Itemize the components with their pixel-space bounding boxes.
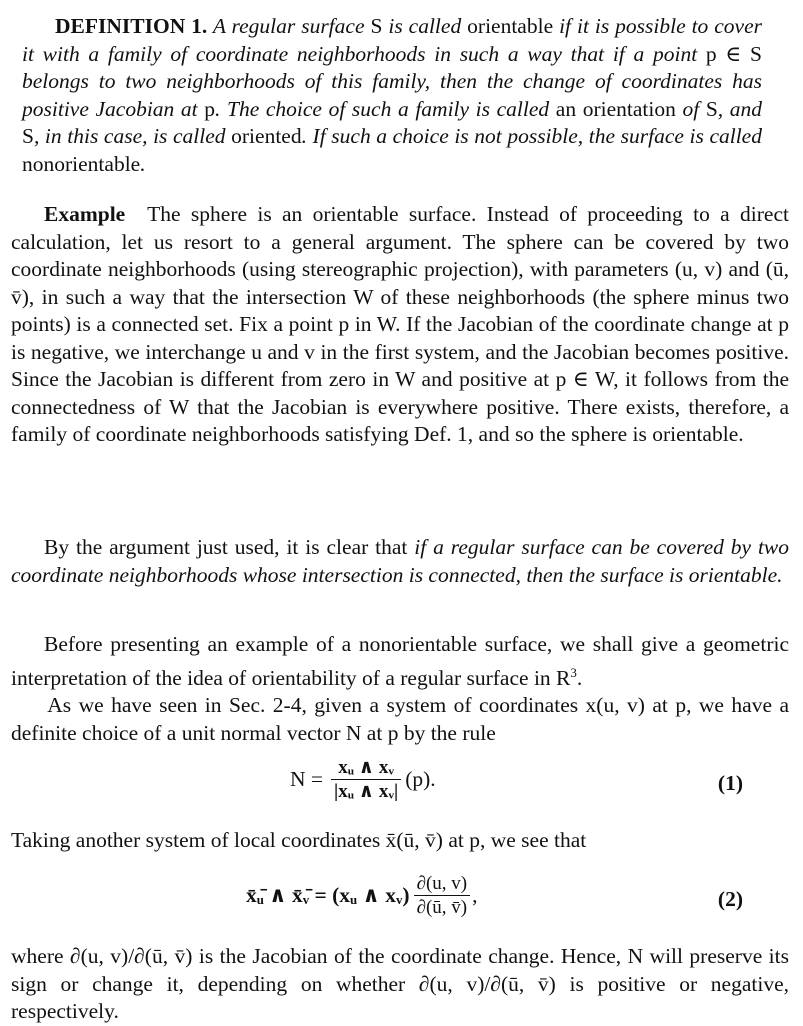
conclusion-text: where ∂(u, v)/∂(ū, v̄) is the Jacobian of the coordinate change. Hence, N will preserve its sign or change it, depending on whether ∂(u, v)/∂(ū, v̄) is positive or negative, respectively. xyxy=(11,944,789,1023)
argument-paragraph xyxy=(11,534,789,589)
intro-text-1: Before presenting an example of a nonorientable surface, we shall give a geometric interpretation of the idea of orientability of a regular surface in R xyxy=(11,632,789,690)
equation-1 xyxy=(0,750,803,820)
intro-text-2: As we have seen in Sec. 2-4, given a system of coordinates x(u, v) at p, we have a definite choice of a unit normal vector N at p by the rule xyxy=(11,693,789,745)
eq1-denominator: |xᵤ ∧ xᵥ| xyxy=(331,779,401,803)
definition-label: DEFINITION 1. xyxy=(55,14,208,38)
eq1-lhs: N = xyxy=(290,766,324,791)
equation-2-number: (2) xyxy=(717,887,743,911)
def-term-orientable: orientable xyxy=(467,14,554,38)
def-text-14: S xyxy=(22,124,34,148)
equation-2 xyxy=(0,866,803,936)
eq2-rhs: , xyxy=(472,882,478,907)
def-text-12: S xyxy=(705,96,718,121)
taking-text: Taking another system of local coordinates x̄(ū, v̄) at p, we see that xyxy=(11,828,587,852)
example-label: Example xyxy=(44,202,126,226)
def-text-9: . The choice of such a family is called xyxy=(215,96,550,121)
example-text: The sphere is an orientable surface. Instead of proceeding to a direct calculation, let us resort to a general argument. The sphere can be covered by two coordinate neighborhoods (using stereographic projection), with parameters (u, v) and (ū, v̄), in such a way that the intersection W of these neighborhoods (the sphere minus two points) is a connected set. Fix a point p in W. If the Jacobian of the coordinate change at p is negative, we interchange u and v in the first system, and the Jacobian becomes positive. Since the Jacobian is different from zero in W and positive at p ∈ W, it follows from the connectedness of W that the Jacobian is everywhere positive. There exists, therefore, a family of coordinate neighborhoods satisfying Def. 1, and so the sphere is orientable. xyxy=(11,202,789,446)
def-term-nonorientable: nonorientable xyxy=(22,151,141,176)
def-text-3: is called xyxy=(388,14,462,38)
eq2-fraction xyxy=(414,872,471,919)
def-text-8: p xyxy=(204,96,216,121)
eq2-denominator: ∂(ū, v̄) xyxy=(414,895,471,919)
intro-superscript: 3 xyxy=(570,664,577,680)
eq1-fraction xyxy=(331,756,401,803)
eq1-rhs: (p). xyxy=(405,766,436,791)
equation-1-body xyxy=(290,756,436,803)
conclusion-paragraph xyxy=(11,943,789,1026)
equation-2-body xyxy=(246,872,478,919)
intro-paragraph xyxy=(11,631,789,747)
def-text-19: . xyxy=(140,151,146,176)
argument-lead: By the argument just used, it is clear that xyxy=(44,535,408,559)
equation-1-number: (1) xyxy=(717,771,743,795)
def-text-13: , and xyxy=(717,96,763,121)
def-text-7: belongs to two neighborhoods of this family, then the change of coordinates has positive Jacobian at xyxy=(22,69,762,121)
def-term-oriented: oriented xyxy=(231,124,302,148)
def-text-1: A regular surface xyxy=(212,14,365,38)
definition-paragraph xyxy=(22,13,762,178)
def-text-2: S xyxy=(370,14,383,38)
def-text-11: of xyxy=(682,96,700,121)
def-term-orientation: an orientation xyxy=(555,96,676,121)
def-text-17: . If such a choice is not possible, the surface is called xyxy=(301,124,762,148)
intro-text-1-end: . xyxy=(576,665,583,690)
def-text-6: p ∈ S xyxy=(705,41,762,66)
def-text-5: if it is possible to cover it with a family of coordinate neighborhoods in such a way that if a point xyxy=(22,14,762,66)
def-text-15: , in this case, is called xyxy=(33,124,226,148)
eq2-lhs: x̄ᵤ̄ ∧ x̄ᵥ̄ = (xᵤ ∧ xᵥ) xyxy=(246,882,410,907)
example-paragraph xyxy=(11,201,789,449)
taking-paragraph xyxy=(11,827,789,855)
eq1-numerator: xᵤ ∧ xᵥ xyxy=(338,757,395,778)
eq2-numerator: ∂(u, v) xyxy=(416,873,468,894)
argument-claim: if a regular surface can be covered by two coordinate neighborhoods whose intersection is connected, then the surface is orientable. xyxy=(11,535,790,587)
